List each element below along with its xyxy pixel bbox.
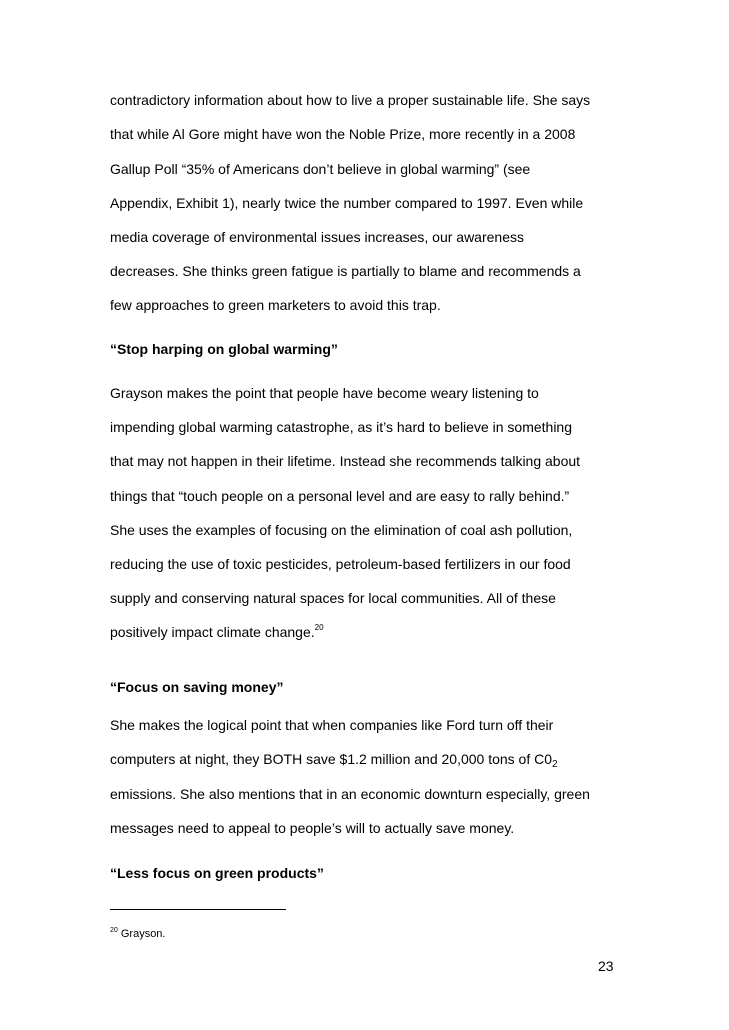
- footnote: [110, 927, 165, 941]
- footnote-text: Grayson.: [117, 928, 166, 940]
- paragraph1-line: that while Al Gore might have won the Noble Prize, more recently in a 2008: [110, 126, 576, 142]
- paragraph3-line: She makes the logical point that when companies like Ford turn off their: [110, 717, 554, 733]
- page-number: 23: [598, 958, 614, 974]
- paragraph1-line: Appendix, Exhibit 1), nearly twice the number compared to 1997. Even while: [110, 195, 584, 211]
- paragraph2-line: She uses the examples of focusing on the elimination of coal ash pollution,: [110, 522, 573, 538]
- paragraph1-line: Gallup Poll “35% of Americans don’t believe in global warming” (see: [110, 161, 531, 177]
- paragraph2-line-with-footnote: [110, 623, 324, 641]
- paragraph1-line: few approaches to green marketers to avoid this trap.: [110, 297, 441, 313]
- paragraph3-line-text: computers at night, they BOTH save $1.2 million and 20,000 tons of C0: [110, 751, 553, 767]
- paragraph2-line: that may not happen in their lifetime. Instead she recommends talking about: [110, 453, 581, 469]
- section-heading-less-focus: “Less focus on green products”: [110, 865, 324, 881]
- paragraph1-line: contradictory information about how to live a proper sustainable life. She says: [110, 92, 591, 108]
- section-heading-stop-harping: “Stop harping on global warming”: [110, 341, 338, 357]
- paragraph2-line-text: positively impact climate change.: [110, 624, 315, 640]
- subscript-two: 2: [552, 759, 558, 770]
- paragraph3-line: emissions. She also mentions that in an economic downturn especially, green: [110, 786, 590, 802]
- paragraph2-line: supply and conserving natural spaces for local communities. All of these: [110, 590, 556, 606]
- paragraph2-line: things that “touch people on a personal level and are easy to rally behind.”: [110, 488, 570, 504]
- paragraph3-line: messages need to appeal to people’s will to actually save money.: [110, 820, 515, 836]
- paragraph3-line-with-subscript: [110, 750, 558, 768]
- footnote-reference[interactable]: 20: [314, 623, 324, 632]
- section-heading-saving-money: “Focus on saving money”: [110, 679, 284, 695]
- paragraph1-line: media coverage of environmental issues increases, our awareness: [110, 229, 524, 245]
- paragraph1-line: decreases. She thinks green fatigue is partially to blame and recommends a: [110, 263, 581, 279]
- paragraph2-line: impending global warming catastrophe, as it’s hard to believe in something: [110, 419, 573, 435]
- footnote-separator: [110, 909, 286, 910]
- paragraph2-line: Grayson makes the point that people have become weary listening to: [110, 385, 539, 401]
- paragraph2-line: reducing the use of toxic pesticides, petroleum-based fertilizers in our food: [110, 556, 571, 572]
- footnote-number: 20: [110, 927, 118, 934]
